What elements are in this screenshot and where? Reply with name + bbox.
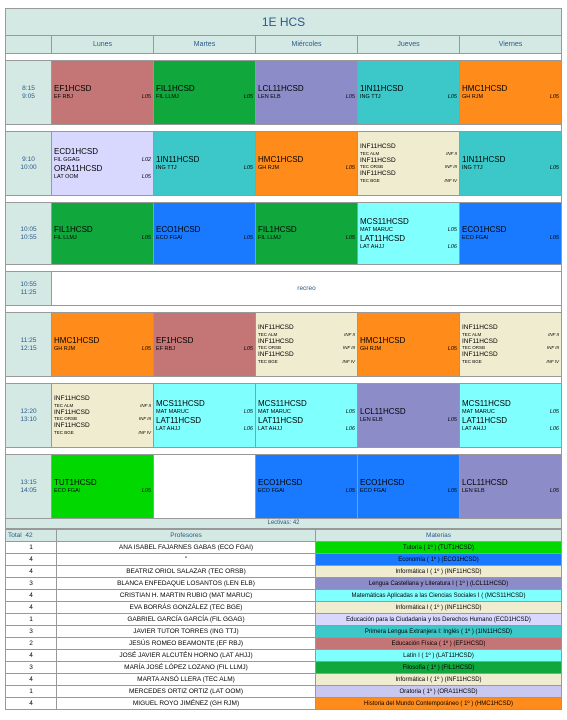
teacher-code: TEC ORSB [462,345,486,351]
class-cell[interactable] [358,313,460,377]
time-slot [6,132,52,196]
room-code: L05 [447,94,457,100]
subject-code: ECD1HCSD [54,146,99,156]
room-code: INF IV [444,177,457,183]
summary-row [6,626,562,638]
subject-name: Informática I ( 1º ) (INF11HCSD) [316,674,562,686]
subject-name: Latín I ( 1º ) (LAT11HCSD) [316,650,562,662]
subject-name: Tutoría ( 1º ) (TUT1HCSD) [316,542,562,554]
summary-row [6,590,562,602]
teacher-name: JESÚS ROMEO BEAMONTE (EF RBJ) [57,638,316,650]
teacher-code: LAT AHJJ [360,243,384,250]
day-header: Viernes [460,36,562,54]
room-code: L05 [447,226,457,233]
subject-code: MCS11HCSD [258,398,307,408]
time-label: 10:55 [20,233,37,241]
teacher-room [462,426,559,433]
subject-code: HMC1HCSD [360,336,406,345]
subject-code: FIL1HCSD [54,225,93,234]
profesores-header: Profesores [57,530,316,542]
teacher-room [462,488,559,495]
teacher-room [360,417,457,424]
room-code: L06 [243,425,253,432]
summary-row [6,554,562,566]
teacher-code: LEN ELB [462,488,485,494]
teacher-code: TEC BGE [258,358,278,364]
teacher-room [258,165,355,172]
row-spacer [6,377,562,384]
room-code: INF IV [138,429,151,435]
class-cell[interactable] [256,313,358,377]
teacher-room [258,488,355,495]
teacher-room [156,235,253,242]
subject-code: MCS11HCSD [462,398,511,408]
teacher-code: ING TTJ [462,165,483,171]
subject-code: LAT11HCSD [258,415,304,425]
room-code: L05 [447,417,457,423]
page-title: 1E HCS [5,8,562,36]
room-code: L05 [243,408,253,415]
subject-code: LCL11HCSD [360,407,406,416]
room-code: L05 [243,346,253,352]
subject-name: Economía ( 1º ) (ECO1HCSD) [316,554,562,566]
teacher-code: FIL LLMJ [156,94,179,100]
row-spacer [6,196,562,203]
teacher-name: MARÍA JOSÉ LÓPEZ LOZANO (FIL LLMJ) [57,662,316,674]
time-label: 13:15 [20,478,37,486]
subject-code: LAT11HCSD [156,415,202,425]
class-cell[interactable] [154,313,256,377]
room-code: INF IV [546,358,559,364]
summary-row [6,650,562,662]
time-label: 12:15 [20,344,37,352]
subject-code: INF11HCSD [54,408,90,416]
teacher-code: ECO FGAI [54,488,81,494]
teacher-room [54,346,151,353]
class-cell[interactable] [358,455,460,519]
time-label: 9:10 [22,155,35,163]
day-header: Jueves [358,36,460,54]
subject-code: 1IN11HCSD [462,155,506,164]
subject-name: Educación para la Ciudadanía y los Derechos Humano (ECD1HCSD) [316,614,562,626]
teacher-code: MAT MARUC [360,226,393,233]
subject-code: INF11HCSD [462,324,498,332]
subject-code: ECO1HCSD [360,478,405,487]
summary-row [6,542,562,554]
room-code: L05 [345,94,355,100]
class-cell[interactable] [256,203,358,265]
teacher-code: GH RJM [258,165,280,171]
teacher-code: TEC ORSB [360,164,384,170]
teacher-code: LAT OOM [54,173,79,180]
subject-name: Filosofía ( 1º ) (FIL1HCSD) [316,662,562,674]
hours-count: 3 [6,578,57,590]
hours-count: 2 [6,638,57,650]
day-header: Miércoles [256,36,358,54]
class-cell[interactable] [460,313,562,377]
hours-count: 1 [6,686,57,698]
time-slot [6,455,52,519]
summary-row [6,638,562,650]
day-header: Lunes [52,36,154,54]
room-code: L06 [345,425,355,432]
subject-code: ECO1HCSD [156,225,201,234]
subject-code: INF11HCSD [54,422,90,430]
teacher-room [360,244,457,251]
teacher-room [258,235,355,242]
room-code: L05 [549,235,559,241]
teacher-code: TEC ORSB [258,345,282,351]
teacher-code: FIL GGAG [54,156,80,163]
time-label: 10:55 [20,280,37,288]
room-code: L05 [243,94,253,100]
time-label: 9:05 [22,92,35,100]
hours-count: 1 [6,614,57,626]
time-label: 11:25 [20,336,37,344]
teacher-code: LAT AHJJ [258,425,282,432]
subject-code: ECO1HCSD [258,478,303,487]
subject-code: INF11HCSD [360,156,396,164]
summary-row [6,698,562,710]
summary-row [6,674,562,686]
class-cell[interactable] [256,132,358,196]
subject-code: FIL1HCSD [258,225,297,234]
class-cell[interactable] [154,455,256,519]
subject-code: INF11HCSD [258,351,294,359]
room-code: L05 [141,173,151,180]
teacher-code: TEC BGE [360,177,380,183]
room-code: L05 [141,346,151,352]
time-slot [6,61,52,125]
time-slot [6,203,52,265]
summary-table [5,529,562,710]
class-cell[interactable] [358,384,460,448]
timetable-grid [5,36,562,519]
room-code: L05 [447,346,457,352]
teacher-name: BEATRIZ ORIOL SALAZAR (TEC ORSB) [57,566,316,578]
lectivas-count: Lectivas: 42 [5,519,562,529]
teacher-name: MARTA ANSÓ LLERA (TEC ALM) [57,674,316,686]
subject-code: MCS11HCSD [156,398,205,408]
summary-row [6,686,562,698]
teacher-room [156,346,253,353]
subject-code: ECO1HCSD [462,225,507,234]
teacher-room [258,409,355,416]
time-slot [6,384,52,448]
subject-code: HMC1HCSD [54,336,100,345]
subject-code: TUT1HCSD [54,478,97,487]
recreo-cell: recreo [52,272,562,306]
hours-count: 4 [6,590,57,602]
subject-code: MCS11HCSD [360,216,409,226]
room-code: INF II [548,331,559,337]
teacher-room [156,426,253,433]
teacher-room [54,94,151,101]
class-cell[interactable] [358,132,460,196]
class-cell[interactable] [460,384,562,448]
teacher-name: " [57,554,316,566]
subject-code: INF11HCSD [360,143,396,151]
teacher-code: FIL LLMJ [54,235,77,241]
subject-code: 1IN11HCSD [156,155,200,164]
room-code: INF II [140,402,151,408]
room-code: L05 [549,488,559,494]
time-label: 12:20 [20,407,37,415]
class-cell[interactable] [256,61,358,125]
teacher-code: GH RJM [462,94,484,100]
class-cell[interactable] [52,203,154,265]
teacher-name: JOSÉ JAVIER ALCUTÉN HORNO (LAT AHJJ) [57,650,316,662]
hours-count: 4 [6,698,57,710]
summary-row [6,614,562,626]
teacher-room [462,94,559,101]
room-code: L05 [345,488,355,494]
teacher-code: MAT MARUC [156,408,189,415]
subject-code: LAT11HCSD [360,233,406,243]
room-code: L05 [243,165,253,171]
teacher-room [360,488,457,495]
room-code: L05 [345,165,355,171]
teacher-code: TEC ALM [462,331,482,337]
teacher-room [360,346,457,353]
class-cell[interactable] [154,132,256,196]
subject-code: INF11HCSD [462,351,498,359]
room-code: L05 [549,408,559,415]
timetable-page [5,8,562,710]
room-code: L02 [141,156,151,163]
teacher-room [156,94,253,101]
class-cell[interactable] [52,61,154,125]
time-slot [6,313,52,377]
hours-count: 4 [6,602,57,614]
class-cell[interactable] [256,455,358,519]
hours-count: 4 [6,674,57,686]
subject-code: 1IN11HCSD [360,84,404,93]
teacher-room [360,178,457,184]
hours-count: 1 [6,542,57,554]
subject-code: ORA11HCSD [54,163,103,173]
class-cell[interactable] [52,455,154,519]
day-header: Martes [154,36,256,54]
teacher-code: ECO FGAI [462,235,489,241]
class-cell[interactable] [154,203,256,265]
subject-code: LAT11HCSD [462,415,508,425]
corner-cell [6,36,52,54]
teacher-room [462,359,559,365]
room-code: INF IV [342,358,355,364]
teacher-name: BLANCA ENFEDAQUE LOSANTOS (LEN ELB) [57,578,316,590]
teacher-room [462,409,559,416]
time-label: 13:10 [20,415,37,423]
subject-code: LCL11HCSD [462,478,508,487]
teacher-code: ECO FGAI [156,235,183,241]
room-code: L05 [345,408,355,415]
teacher-name: ANA ISABEL FAJARNES GABAS (ECO FGAI) [57,542,316,554]
teacher-code: TEC ALM [54,402,74,408]
teacher-name: CRISTIAN H. MARTIN RUBIO (MAT MARUC) [57,590,316,602]
row-spacer [6,448,562,455]
subject-name: Oratoria ( 1º ) (ORA11HCSD) [316,686,562,698]
class-cell[interactable] [358,61,460,125]
teacher-code: EF RBJ [54,94,73,100]
teacher-code: LEN ELB [360,417,383,423]
teacher-code: TEC BGE [54,429,74,435]
row-spacer [6,125,562,132]
teacher-room [360,227,457,234]
row-spacer [6,265,562,272]
summary-row [6,662,562,674]
room-code: INF III [138,416,151,422]
teacher-code: ING TTJ [360,94,381,100]
teacher-name: MIGUEL ROYO JIMÉNEZ (GH RJM) [57,698,316,710]
teacher-name: EVA BORRÁS GONZÁLEZ (TEC BGE) [57,602,316,614]
teacher-name: GABRIEL GARCÍA GARCÍA (FIL GGAG) [57,614,316,626]
class-cell[interactable] [460,132,562,196]
subject-name: Informática I ( 1º ) (INF11HCSD) [316,602,562,614]
time-label: 14:05 [20,486,37,494]
subject-name: Lengua Castellana y Literatura I ( 1º ) (LCL11HCSD) [316,578,562,590]
class-cell[interactable] [460,203,562,265]
row-spacer [6,54,562,61]
teacher-code: TEC BGE [462,358,482,364]
teacher-code: LEN ELB [258,94,281,100]
teacher-room [462,235,559,242]
teacher-room [54,174,151,181]
teacher-code: EF RBJ [156,346,175,352]
subject-name: Matemáticas Aplicadas a las Ciencias Sociales I ( (MCS11HCSD) [316,590,562,602]
subject-code: HMC1HCSD [258,155,304,164]
hours-count: 3 [6,626,57,638]
summary-row [6,602,562,614]
summary-row [6,578,562,590]
subject-code: LCL11HCSD [258,84,304,93]
subject-code: EF1HCSD [156,336,194,345]
teacher-code: TEC ORSB [54,416,78,422]
teacher-room [54,235,151,242]
teacher-name: MERCEDES ORTIZ ORTIZ (LAT OOM) [57,686,316,698]
time-label: 11:25 [20,288,37,296]
teacher-name: JAVIER TUTOR TORRES (ING TTJ) [57,626,316,638]
class-cell[interactable] [154,384,256,448]
time-label: 10:05 [20,225,37,233]
room-code: INF III [444,164,457,170]
summary-row [6,566,562,578]
room-code: INF III [342,345,355,351]
teacher-room [462,165,559,172]
hours-count: 4 [6,650,57,662]
materias-header: Materias [316,530,562,542]
subject-code: HMC1HCSD [462,84,508,93]
subject-name: Informática I ( 1º ) (INF11HCSD) [316,566,562,578]
teacher-code: ECO FGAI [258,488,285,494]
room-code: L05 [141,94,151,100]
teacher-room [54,488,151,495]
subject-code: INF11HCSD [54,395,90,403]
room-code: INF III [546,345,559,351]
room-code: L05 [345,235,355,241]
room-code: L05 [243,235,253,241]
room-code: L06 [447,243,457,250]
teacher-code: GH RJM [360,346,382,352]
class-cell[interactable] [52,384,154,448]
teacher-room [360,94,457,101]
teacher-room [258,426,355,433]
class-cell[interactable] [52,132,154,196]
class-cell[interactable] [460,61,562,125]
room-code: L06 [549,425,559,432]
subject-name: Historia del Mundo Contemporáneo ( 1º ) (HMC1HCSD) [316,698,562,710]
subject-code: EF1HCSD [54,84,92,93]
teacher-room [258,359,355,365]
subject-code: INF11HCSD [360,170,396,178]
hours-count: 3 [6,662,57,674]
row-spacer [6,306,562,313]
room-code: L05 [141,235,151,241]
room-code: L05 [141,488,151,494]
teacher-code: ECO FGAI [360,488,387,494]
teacher-room [54,430,151,436]
teacher-room [54,157,151,164]
teacher-room [258,94,355,101]
subject-code: INF11HCSD [462,337,498,345]
subject-code: INF11HCSD [258,324,294,332]
teacher-room [156,165,253,172]
subject-code: FIL1HCSD [156,84,195,93]
class-cell[interactable] [460,455,562,519]
room-code: L05 [549,165,559,171]
teacher-code: LAT AHJJ [462,425,486,432]
teacher-code: MAT MARUC [258,408,291,415]
teacher-room [156,409,253,416]
teacher-code: LAT AHJJ [156,425,180,432]
teacher-code: FIL LLMJ [258,235,281,241]
room-code: INF II [446,150,457,156]
teacher-code: TEC ALM [360,150,380,156]
hours-count: 4 [6,566,57,578]
time-label: 10:00 [20,163,37,171]
class-cell[interactable] [154,61,256,125]
room-code: L05 [549,94,559,100]
class-cell[interactable] [52,313,154,377]
teacher-code: MAT MARUC [462,408,495,415]
subject-name: Educación Física ( 1º ) (EF1HCSD) [316,638,562,650]
total-header: Total 42 [6,530,57,542]
teacher-code: GH RJM [54,346,76,352]
teacher-code: ING TTJ [156,165,177,171]
time-label: 8:15 [22,84,35,92]
room-code: INF II [344,331,355,337]
subject-name: Primera Lengua Extranjera I: Inglés ( 1º ) (1IN11HCSD) [316,626,562,638]
hours-count: 4 [6,554,57,566]
teacher-code: TEC ALM [258,331,278,337]
class-cell[interactable] [256,384,358,448]
time-slot [6,272,52,306]
room-code: L05 [447,488,457,494]
class-cell[interactable] [358,203,460,265]
subject-code: INF11HCSD [258,337,294,345]
